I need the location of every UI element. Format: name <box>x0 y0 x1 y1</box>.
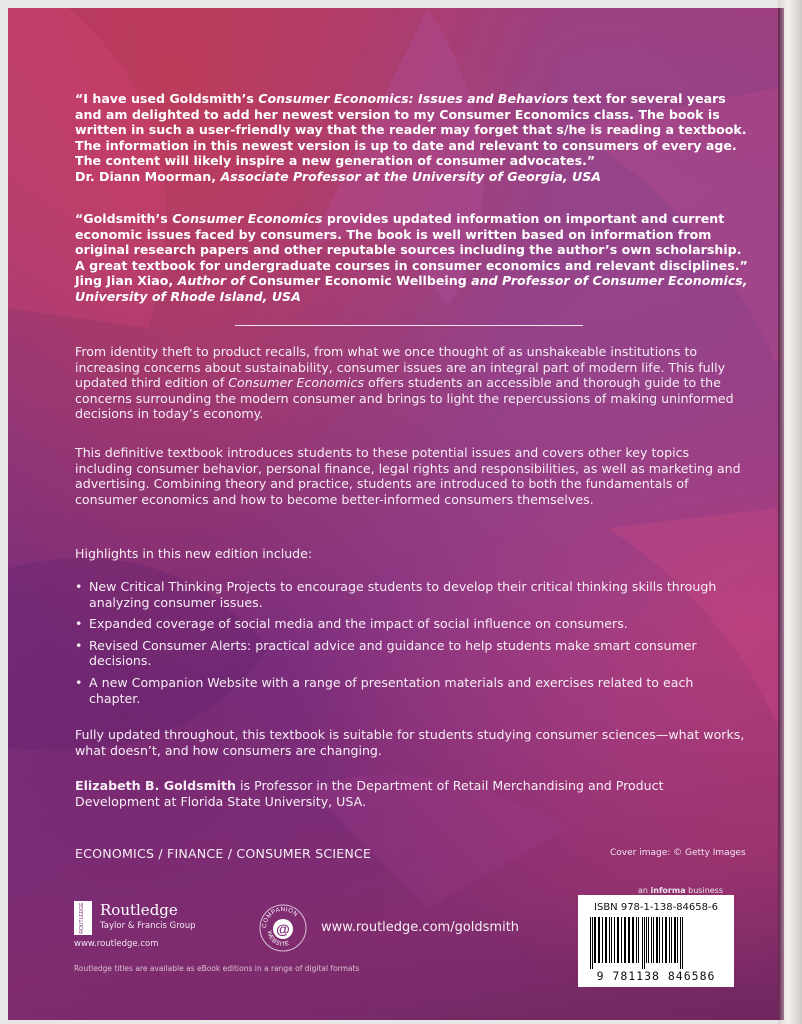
list-item: • Revised Consumer Alerts: practical advice and guidance to help students make smart consumer decisions. <box>75 638 725 669</box>
routledge-logo <box>74 901 204 951</box>
barcode-bar <box>646 917 647 963</box>
isbn-barcode <box>578 895 734 987</box>
barcode-bar <box>632 917 634 963</box>
list-item: • A new Companion Website with a range of presentation materials and exercises related to each chapter. <box>75 675 725 706</box>
description-p1-book-title: Consumer Economics <box>228 375 365 391</box>
endorsement-2-book-title: Consumer Economics <box>172 211 323 226</box>
informa-tagline <box>638 886 723 895</box>
barcode-bar <box>594 917 596 963</box>
barcode-bar <box>662 917 663 963</box>
barcode-bar <box>656 917 658 963</box>
endorsement-1-quote-end: text for several years and am delighted to add her newest version to my Consumer Economics class. The book is written in such a user-friendly way that the reader may forget that s/he is reading a textbook. The information in this newest version is up to date and relevant to consumers of every age. The content will likely inspire a new generation of consumer advocates.” <box>75 91 747 169</box>
author-bio-text: is Professor in the Department of Retail Merchandising and Product Development at Florida State University, USA. <box>75 778 664 809</box>
publisher-url: www.routledge.com <box>74 939 159 949</box>
informa-suffix: business <box>685 886 724 895</box>
companion-label-bottom: WEBSITE <box>265 930 291 949</box>
isbn-number: ISBN 978-1-138-84658-6 <box>594 902 718 913</box>
highlights-intro: Highlights in this new edition include: <box>75 546 313 561</box>
routledge-r-icon <box>74 901 92 935</box>
publisher-name: Routledge <box>100 901 178 919</box>
barcode-bar <box>682 917 683 969</box>
barcode-bar <box>659 917 660 963</box>
barcode-bar <box>614 917 615 963</box>
companion-website-url[interactable]: www.routledge.com/goldsmith <box>321 920 520 935</box>
divider-rule <box>235 325 583 326</box>
barcode-bar <box>598 917 600 963</box>
author-name: Elizabeth B. Goldsmith <box>75 778 237 793</box>
barcode-bar <box>602 917 603 963</box>
back-cover <box>8 8 778 1020</box>
companion-at-symbol: @ <box>276 921 290 937</box>
barcode-bar <box>609 917 610 963</box>
description-p1-end: offers students an accessible and thorough guide to the concerns surrounding the modern consumer and brings to light the repercussions of making uninformed decisions in today’s economy. <box>75 375 734 422</box>
barcode-bar <box>651 917 652 963</box>
description-paragraph-1 <box>75 344 745 422</box>
barcode-bar <box>677 917 678 963</box>
endorsement-1-quote-start: “I have used Goldsmith’s <box>75 91 259 106</box>
routledge-vertical-text: ROUTLEDGE <box>79 902 85 934</box>
informa-name: informa <box>650 886 686 895</box>
barcode-bar <box>636 917 637 963</box>
ebook-note: Routledge titles are available as eBook editions in a range of digital formats <box>74 964 360 973</box>
endorsement-1 <box>75 91 755 185</box>
cover-edge <box>778 8 784 1020</box>
barcode-bar <box>648 917 649 963</box>
barcode-bar <box>669 917 670 963</box>
publisher-group: Taylor & Francis Group <box>100 921 196 931</box>
barcode-bar <box>605 917 607 963</box>
endorsement-1-author: Dr. Diann Moorman, <box>75 168 221 184</box>
barcode-bar <box>638 917 639 963</box>
barcode-bar <box>611 917 612 963</box>
list-item: • Expanded coverage of social media and the impact of social influence on consumers. <box>75 616 725 632</box>
barcode-bars <box>588 917 724 969</box>
cover-image-credit: Cover image: © Getty Images <box>610 848 746 858</box>
barcode-bar <box>642 917 643 969</box>
endorsement-2-affiliation-end: and Professor of Consumer Economics, University of Rhode Island, USA <box>75 273 748 304</box>
barcode-bar <box>671 917 672 963</box>
endorsement-1-book-title: Consumer Economics: Issues and Behaviors <box>258 91 569 106</box>
barcode-digits: 9 781138 846586 <box>596 969 716 983</box>
endorsement-2-author: Jing Jian Xiao, <box>75 273 178 289</box>
endorsement-1-affiliation: Associate Professor at the University of Georgia, USA <box>220 168 602 184</box>
barcode-bar <box>621 917 622 963</box>
barcode-bar <box>674 917 676 963</box>
author-bio <box>75 778 745 809</box>
barcode-bar <box>665 917 667 963</box>
description-paragraph-4: Fully updated throughout, this textbook is suitable for students studying consumer sciences—what works, what doesn’t, and how consumers are changing. <box>75 727 745 758</box>
endorsement-2-quote-start: “Goldsmith’s <box>75 211 173 226</box>
endorsement-2-affiliation-book: Consumer Economic Wellbeing <box>249 273 467 289</box>
description-paragraph-2: This definitive textbook introduces students to these potential issues and covers other key topics including consumer behavior, personal finance, legal rights and responsibilities, as well as marketing and advertising. Combining theory and practice, students are introduced to both the fundamentals of consumer economics and how to become better-informed consumers themselves. <box>75 445 741 507</box>
barcode-bar <box>617 917 619 963</box>
barcode-bar <box>592 917 593 969</box>
informa-prefix: an <box>638 886 651 895</box>
endorsement-2 <box>75 211 755 305</box>
list-item: • New Critical Thinking Projects to encourage students to develop their critical thinking skills through analyzing consumer issues. <box>75 579 725 610</box>
barcode-bar <box>590 917 591 969</box>
barcode-bar <box>644 917 645 969</box>
endorsement-2-affiliation-start: Author of <box>177 273 250 289</box>
barcode-bar <box>680 917 681 969</box>
barcode-bar <box>624 917 626 963</box>
highlights-list <box>75 579 725 712</box>
subject-category: ECONOMICS / FINANCE / CONSUMER SCIENCE <box>75 846 372 861</box>
endorsement-2-quote-end: provides updated information on important and current economic issues faced by consumers. The book is well written based on information from original research papers and other reputable sources including the author’s own scholarship. A great textbook for undergraduate courses in consumer economics and relevant disciplines.” <box>75 211 748 273</box>
barcode-bar <box>653 917 654 963</box>
barcode-bar <box>628 917 630 963</box>
companion-label-top: COMPANION <box>261 906 299 929</box>
description-p1-start: From identity theft to product recalls, from what we once thought of as unshakeable institutions to increasing concerns about sustainability, consumer issues are an integral part of modern life. This fully updated third edition of <box>75 344 726 391</box>
companion-website-badge-icon <box>258 903 308 953</box>
